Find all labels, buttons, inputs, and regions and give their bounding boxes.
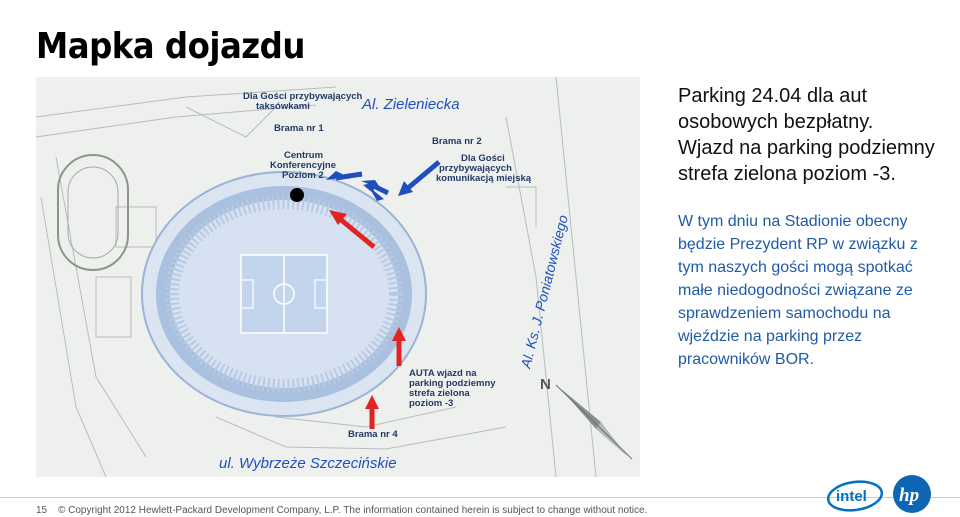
notice-line: W tym dniu na Stadionie obecny: [678, 213, 908, 230]
label-taxi-1: Dla Gości przybywających: [243, 91, 363, 102]
street-label-right: Al. Ks. J. Poniatowskiego: [517, 213, 571, 370]
intel-logo: [826, 478, 884, 512]
parking-line: strefa zielona poziom -3.: [678, 163, 896, 185]
parking-line: osobowych bezpłatny.: [678, 111, 874, 133]
label-guests-1: Dla Gości: [461, 153, 505, 164]
label-centrum-3: Poziom 2: [282, 170, 324, 181]
hp-logo: [892, 474, 932, 514]
notice-line: tym naszych gości mogą spotkać: [678, 259, 913, 276]
conference-center-marker: [290, 188, 304, 202]
label-gate-2: Brama nr 2: [432, 136, 482, 147]
label-taxi-2: taksówkami: [256, 101, 310, 112]
label-guests-3: komunikacją miejską: [436, 173, 532, 184]
label-centrum-2: Konferencyjne: [270, 160, 336, 171]
label-gate-1: Brama nr 1: [274, 123, 324, 134]
parking-line: Parking 24.04 dla aut: [678, 85, 868, 107]
notice-line: wjeździe na parking przez: [678, 328, 863, 345]
label-auta-2: parking podziemny: [409, 378, 496, 389]
notice-line: małe niedogodności związane ze: [678, 282, 913, 299]
intel-wordmark: intel: [836, 488, 867, 505]
street-label-bottom: ul. Wybrzeże Szczecińskie: [219, 455, 397, 472]
notice-line: będzie Prezydent RP w związku z: [678, 236, 918, 253]
label-gate-4: Brama nr 4: [348, 429, 398, 440]
parking-line: Wjazd na parking podziemny: [678, 137, 935, 159]
label-auta-1: AUTA wjazd na: [409, 368, 477, 379]
footer-divider: [0, 497, 960, 498]
hp-wordmark: hp: [899, 485, 920, 506]
parking-info: [678, 83, 948, 187]
label-auta-3: strefa zielona: [409, 388, 470, 399]
street-label-top: Al. Zieleniecka: [362, 96, 460, 113]
directions-map: [36, 77, 640, 477]
page-number: 15: [36, 505, 48, 516]
notice-line: pracowników BOR.: [678, 351, 815, 368]
label-auta-4: poziom -3: [409, 398, 454, 409]
copyright-notice: © Copyright 2012 Hewlett-Packard Development Company, L.P. The information contained herein is subject to change without notice.: [58, 505, 648, 516]
stadium: [142, 172, 426, 416]
north-label: N: [540, 376, 551, 393]
notice-line: sprawdzeniem samochodu na: [678, 305, 891, 322]
label-guests-2: przybywających: [439, 163, 512, 174]
page-title: Mapka dojazdu: [36, 26, 305, 67]
label-centrum-1: Centrum: [284, 150, 324, 161]
security-notice: [678, 210, 948, 371]
